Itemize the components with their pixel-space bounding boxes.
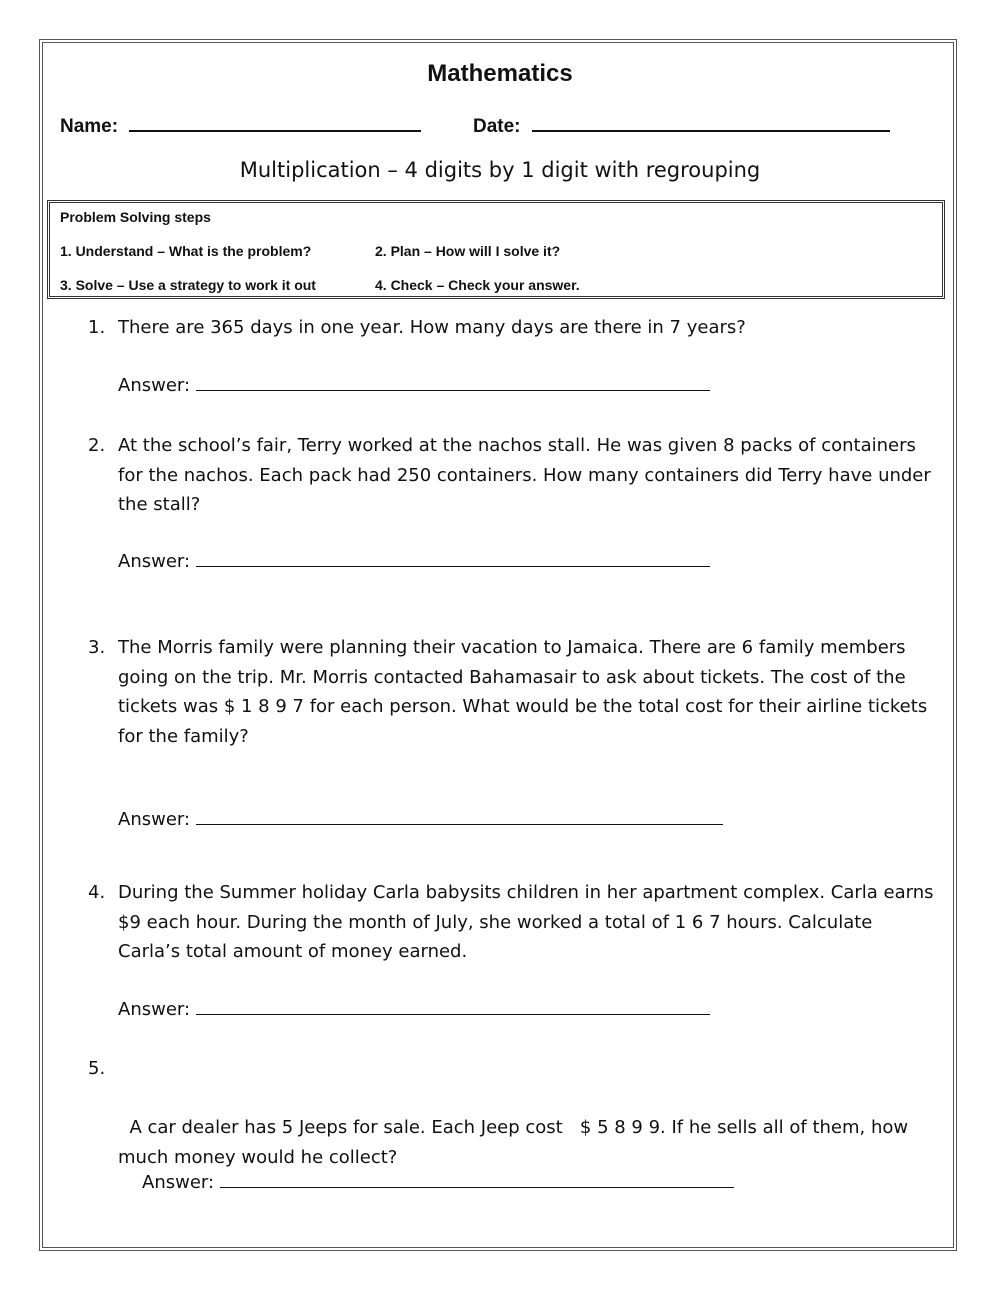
- step-solve: 3. Solve – Use a strategy to work it out: [60, 277, 316, 293]
- question-3-text: The Morris family were planning their vacation to Jamaica. There are 6 family members going on the trip. Mr. Morris contacted Bahamasair to ask about tickets. The cost of the tickets was $ 1 8 9 7 for each person. What would be the total cost for their airline tickets for the family?: [118, 637, 928, 747]
- answer-2[interactable]: [118, 550, 710, 572]
- answer-2-line[interactable]: [196, 550, 710, 567]
- steps-heading: Problem Solving steps: [60, 209, 211, 225]
- question-1: [88, 313, 938, 343]
- answer-4-line[interactable]: [196, 998, 710, 1015]
- name-field[interactable]: [60, 112, 421, 138]
- answer-3-label: Answer:: [118, 809, 191, 830]
- question-4: [88, 878, 938, 967]
- question-5-number: 5.: [88, 1058, 106, 1079]
- date-label: Date:: [473, 116, 521, 137]
- step-check: 4. Check – Check your answer.: [375, 277, 580, 293]
- answer-2-label: Answer:: [118, 551, 191, 572]
- answer-4[interactable]: [118, 998, 710, 1020]
- worksheet-subtitle: Multiplication – 4 digits by 1 digit with regrouping: [239, 158, 761, 182]
- answer-4-label: Answer:: [118, 999, 191, 1020]
- question-1-number: 1.: [88, 317, 106, 338]
- answer-1-line[interactable]: [196, 374, 710, 391]
- name-label: Name:: [60, 116, 119, 137]
- question-1-text: There are 365 days in one year. How many days are there in 7 years?: [118, 317, 746, 338]
- worksheet-title: Mathematics: [427, 60, 573, 87]
- question-2-text: At the school’s fair, Terry worked at the nachos stall. He was given 8 packs of containers for the nachos. Each pack had 250 containers. How many containers did Terry have under the stall?: [118, 435, 931, 515]
- date-field[interactable]: [473, 112, 890, 138]
- problem-solving-steps-box: [47, 200, 945, 299]
- question-2: [88, 431, 938, 520]
- question-5: [88, 1054, 938, 1172]
- answer-3[interactable]: [118, 808, 723, 830]
- question-3: [88, 633, 938, 751]
- answer-1[interactable]: [118, 374, 710, 396]
- question-3-number: 3.: [88, 637, 106, 658]
- answer-1-label: Answer:: [118, 375, 191, 396]
- answer-5-label: Answer:: [142, 1172, 215, 1193]
- question-4-text: During the Summer holiday Carla babysits children in her apartment complex. Carla earns $9 each hour. During the month of July, she worked a total of 1 6 7 hours. Calculate Carla’s total amount of money earned.: [118, 882, 934, 962]
- step-plan: 2. Plan – How will I solve it?: [375, 243, 561, 259]
- name-blank-line[interactable]: [129, 112, 421, 132]
- answer-3-line[interactable]: [196, 808, 723, 825]
- answer-5[interactable]: [142, 1171, 734, 1193]
- question-5-text: A car dealer has 5 Jeeps for sale. Each Jeep cost $ 5 8 9 9. If he sells all of them, how much money would he collect?: [118, 1117, 914, 1168]
- answer-5-line[interactable]: [220, 1171, 734, 1188]
- question-2-number: 2.: [88, 435, 106, 456]
- question-4-number: 4.: [88, 882, 106, 903]
- step-understand: 1. Understand – What is the problem?: [60, 243, 312, 259]
- date-blank-line[interactable]: [532, 112, 890, 132]
